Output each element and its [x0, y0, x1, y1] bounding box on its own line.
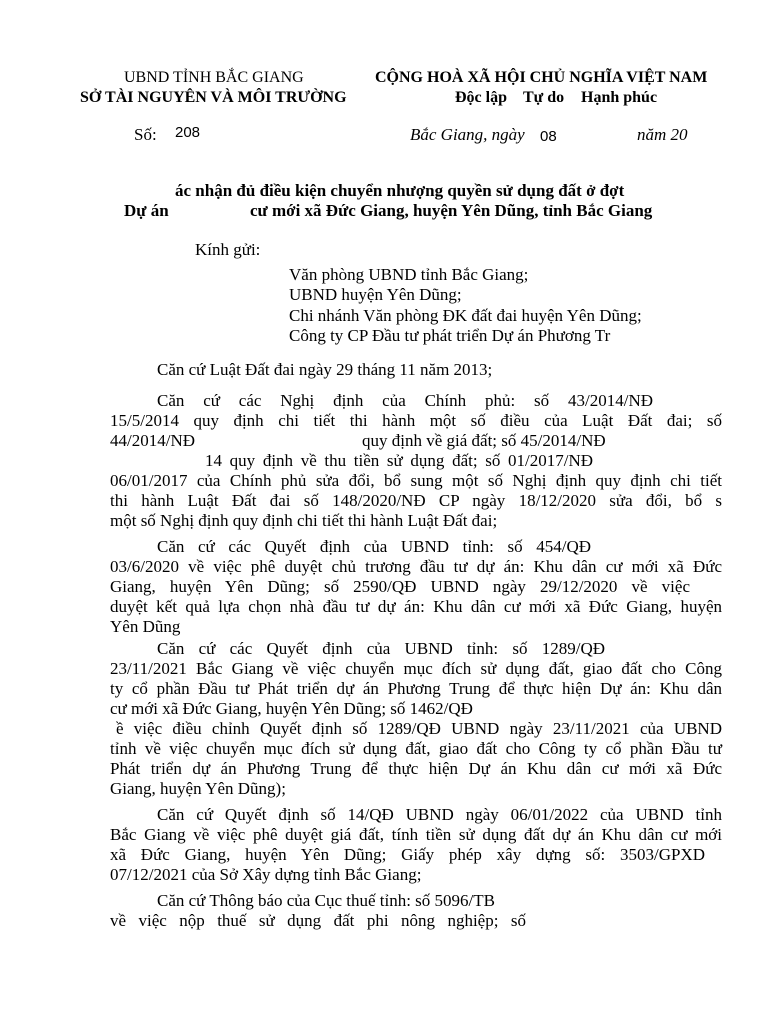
legal-basis-p5-line: 07/12/2021 của Sở Xây dựng tỉnh Bắc Giang;: [110, 865, 422, 884]
legal-basis-p2-line: 44/2014/NĐ: [110, 431, 195, 450]
legal-basis-p1: Căn cứ Luật Đất đai ngày 29 tháng 11 năm 2013;: [157, 360, 493, 379]
legal-basis-p3-line: Giang, huyện Yên Dũng; số 2590/QĐ UBND ngày 29/12/2020 về việc: [110, 577, 690, 596]
legal-basis-p3-line: Yên Dũng: [110, 617, 181, 636]
place-date-label: Bắc Giang, ngày: [410, 125, 525, 144]
legal-basis-p2-line: một số Nghị định quy định chi tiết thi hành Luật Đất đai;: [110, 511, 498, 530]
recipient-item: Công ty CP Đầu tư phát triển Dự án Phương Tr: [289, 326, 611, 345]
document-title-line-1: ác nhận đủ điều kiện chuyển nhượng quyền sử dụng đất ở đợt: [175, 181, 625, 200]
legal-basis-p4-line: Căn cứ các Quyết định của UBND tỉnh: số 1289/QĐ: [157, 639, 605, 658]
recipient-item: UBND huyện Yên Dũng;: [289, 285, 462, 304]
date-day: 08: [540, 128, 557, 145]
recipient-item: Văn phòng UBND tỉnh Bắc Giang;: [289, 265, 529, 284]
motto-1: Độc lập: [455, 89, 507, 106]
department-name: SỞ TÀI NGUYÊN VÀ MÔI TRƯỜNG: [80, 89, 347, 106]
legal-basis-p4-line: cư mới xã Đức Giang, huyện Yên Dũng; số 1462/QĐ: [110, 699, 473, 718]
national-title: CỘNG HOÀ XÃ HỘI CHỦ NGHĨA VIỆT NAM: [375, 69, 708, 86]
legal-basis-p4-line: ề việc điều chỉnh Quyết định số 1289/QĐ UBND ngày 23/11/2021 của UBND: [116, 719, 722, 738]
legal-basis-p2-line: Căn cứ các Nghị định của Chính phủ: số 43/2014/NĐ: [157, 391, 653, 410]
legal-basis-p4-line: ty cổ phần Đầu tư Phát triển dự án Phương Trung để thực hiện Dự án: Khu dân: [110, 679, 722, 698]
legal-basis-p3-line: duyệt kết quả lựa chọn nhà đầu tư dự án: Khu dân cư mới xã Đức Giang, huyện: [110, 597, 722, 616]
legal-basis-p5-line: Bắc Giang về việc phê duyệt giá đất, tính tiền sử dụng đất dự án Khu dân cư mới: [110, 825, 722, 844]
document-title-line-2b: cư mới xã Đức Giang, huyện Yên Dũng, tỉnh Bắc Giang: [250, 201, 653, 220]
legal-basis-p6-line: Căn cứ Thông báo của Cục thuế tỉnh: số 5096/TB: [157, 891, 495, 910]
legal-basis-p5-line: xã Đức Giang, huyện Yên Dũng; Giấy phép xây dựng số: 3503/GPXD: [110, 845, 705, 864]
legal-basis-p2-line: quy định về giá đất; số 45/2014/NĐ: [362, 431, 606, 450]
legal-basis-p4-line: Phát triển dự án Phương Trung để thực hiện Dự án Khu dân cư mới xã Đức: [110, 759, 722, 778]
legal-basis-p2-line: 15/5/2014 quy định chi tiết thi hành một số điều của Luật Đất đai; số: [110, 411, 722, 430]
legal-basis-p3-line: 03/6/2020 về việc phê duyệt chủ trương đầu tư dự án: Khu dân cư mới xã Đức: [110, 557, 722, 576]
legal-basis-p3-line: Căn cứ các Quyết định của UBND tỉnh: số 454/QĐ: [157, 537, 591, 556]
legal-basis-p4-line: Giang, huyện Yên Dũng);: [110, 779, 286, 798]
legal-basis-p5-line: Căn cứ Quyết định số 14/QĐ UBND ngày 06/01/2022 của UBND tỉnh: [157, 805, 722, 824]
legal-basis-p4-line: tỉnh về việc chuyển mục đích sử dụng đất, giao đất cho Công ty cổ phần Đầu tư: [110, 739, 722, 758]
legal-basis-p2-line: 14 quy định về thu tiền sử dụng đất; số 01/2017/NĐ: [205, 451, 593, 470]
legal-basis-p4-line: 23/11/2021 Bắc Giang về việc chuyển mục đích sử dụng đất, giao đất cho Công: [110, 659, 722, 678]
agency-name: UBND TỈNH BẮC GIANG: [124, 69, 304, 86]
date-year: năm 20: [637, 125, 688, 144]
recipients-label: Kính gửi:: [195, 240, 261, 259]
document-number: 208: [175, 124, 201, 141]
legal-basis-p2-line: 06/01/2017 của Chính phủ sửa đổi, bổ sung một số Nghị định quy định chi tiết: [110, 471, 722, 490]
legal-basis-p6-line: về việc nộp thuế sử dụng đất phi nông nghiệp; số: [110, 911, 526, 930]
document-number-label: Số:: [134, 125, 157, 144]
legal-basis-p2-line: thi hành Luật Đất đai số 148/2020/NĐ CP ngày 18/12/2020 sửa đổi, bổ s: [110, 491, 722, 510]
motto-3: Hạnh phúc: [581, 89, 658, 106]
motto-2: Tự do: [523, 89, 565, 106]
document-title-line-2a: Dự án: [124, 201, 169, 220]
recipient-item: Chi nhánh Văn phòng ĐK đất đai huyện Yên Dũng;: [289, 306, 642, 325]
